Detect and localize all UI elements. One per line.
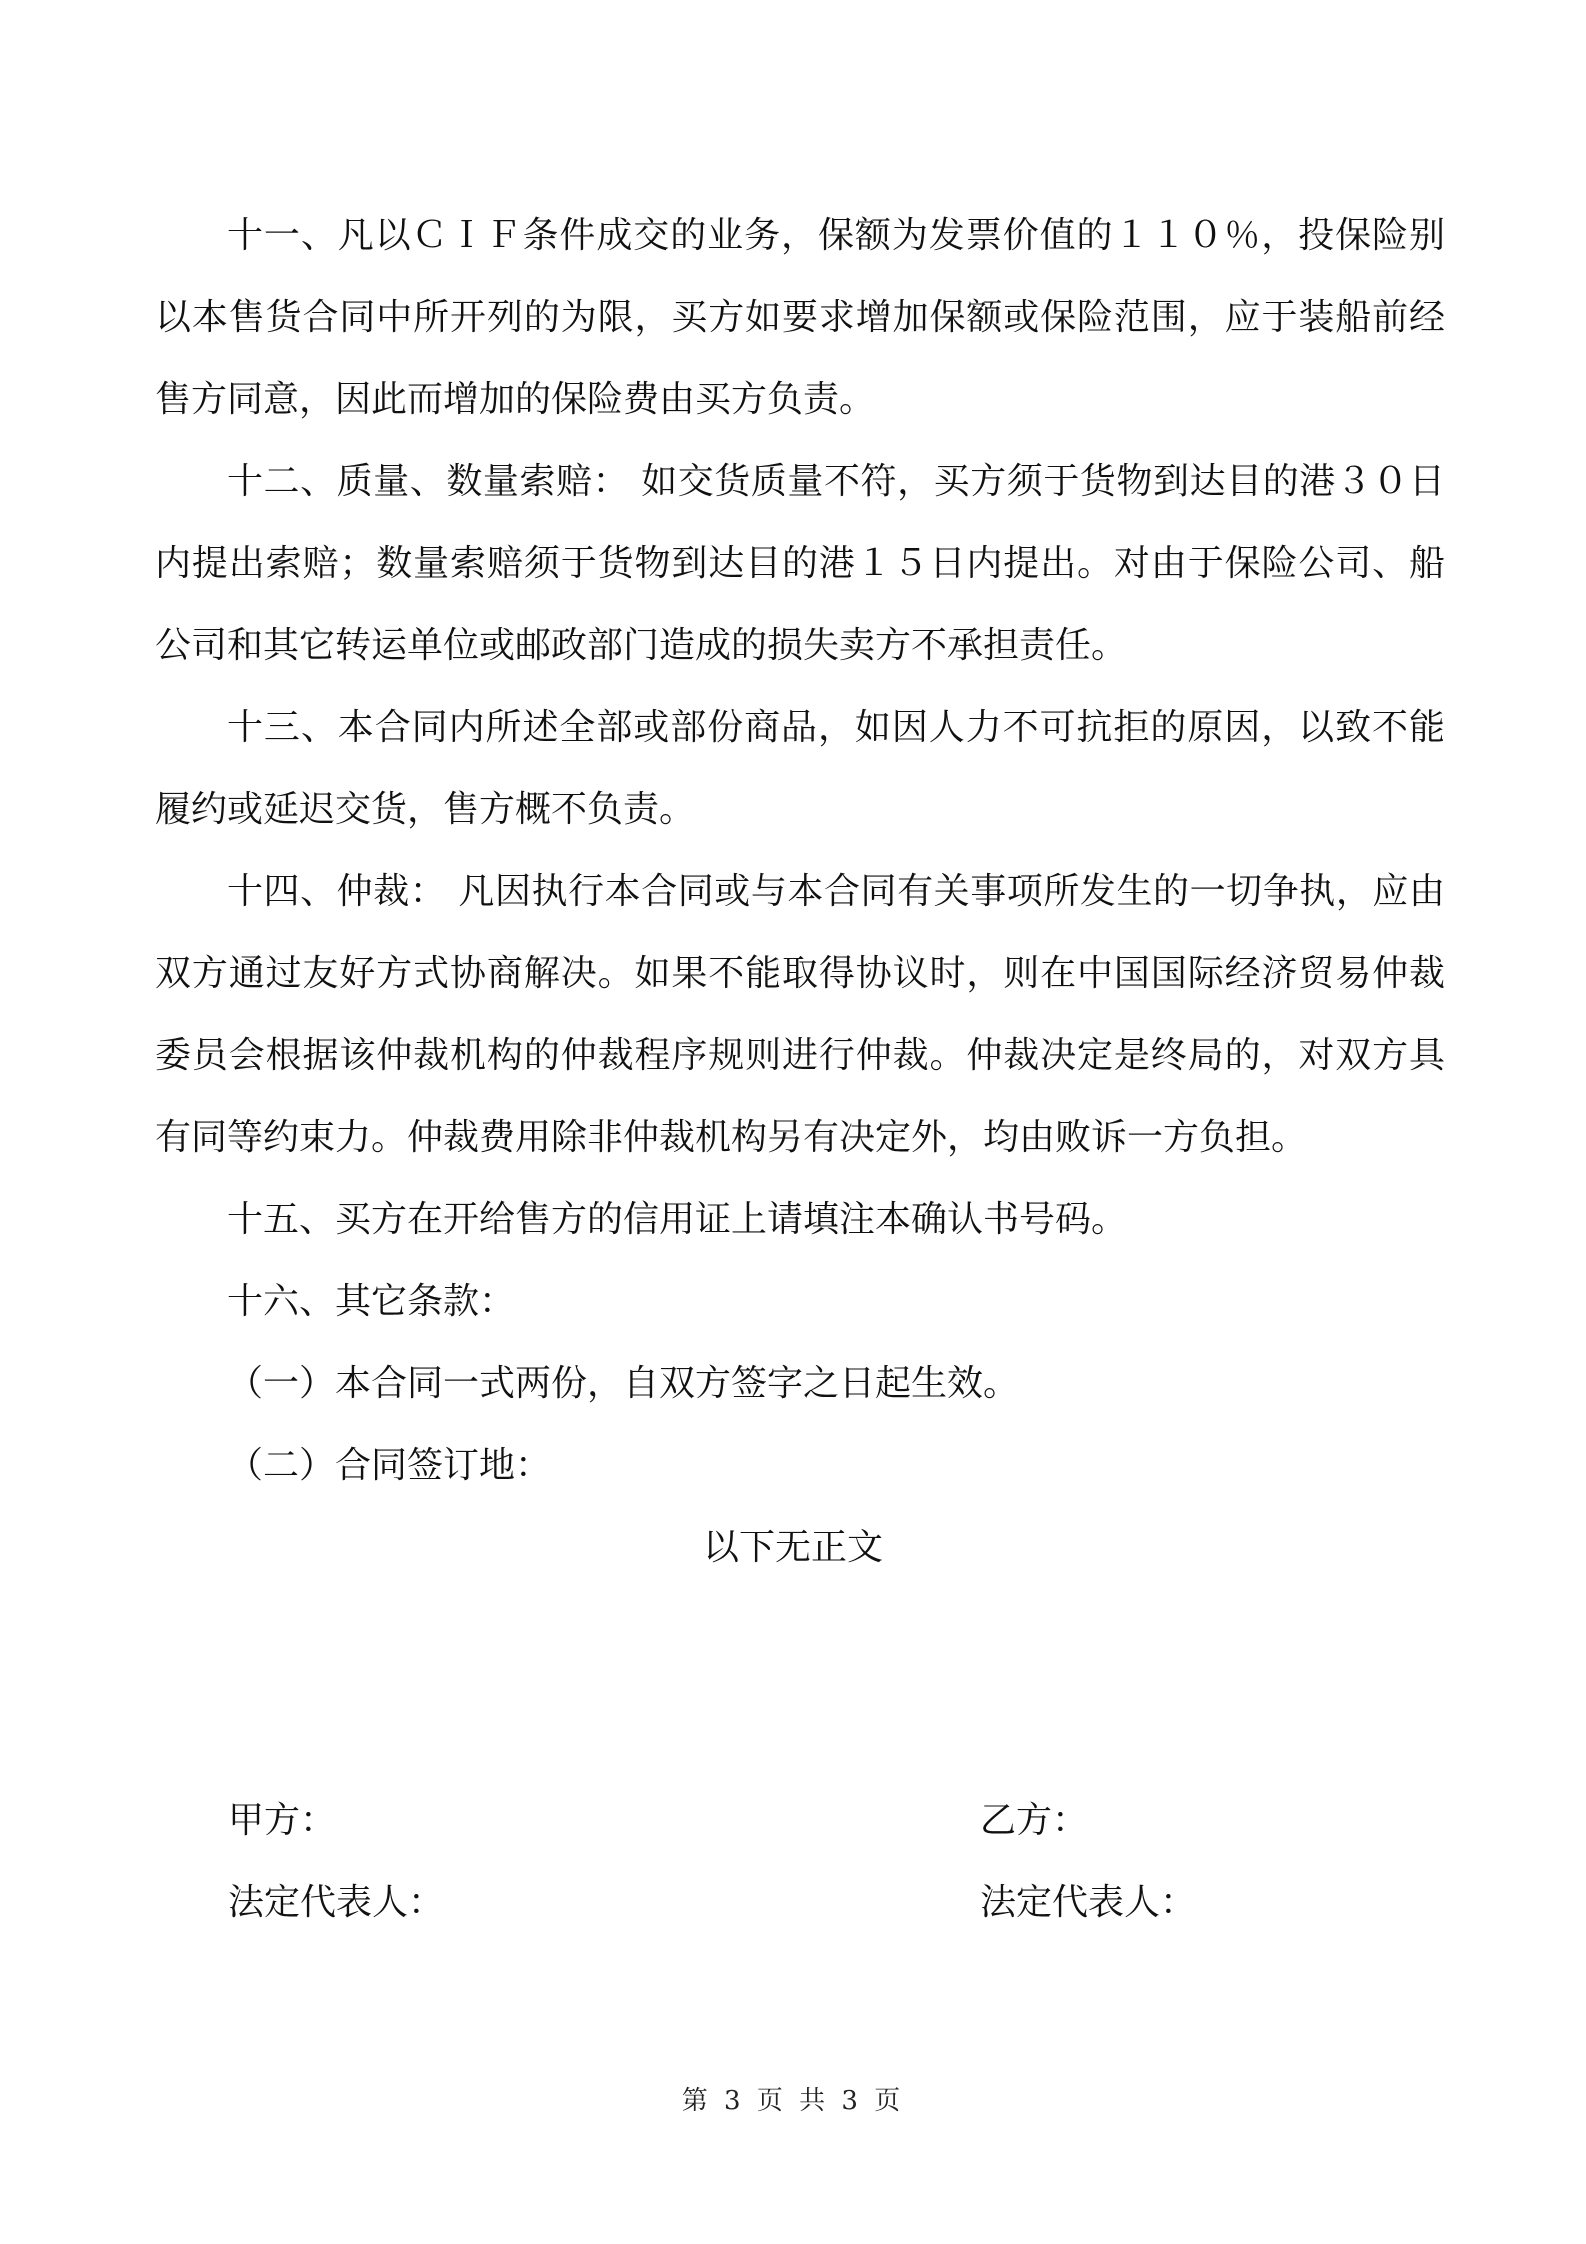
clause-13: 十三、本合同内所述全部或部份商品，如因人力不可抗拒的原因，以致不能履约或延迟交货，售方概不负责。 xyxy=(155,707,1445,830)
page-footer: 第 3 页 共 3 页 xyxy=(681,2086,905,2116)
legal-rep-a-label: 法定代表人： xyxy=(228,1882,445,1923)
clause-14: 十四、仲裁： 凡因执行本合同或与本合同有关事项所发生的一切争执，应由双方通过友好方式协商解决。如果不能取得协议时，则在中国国际经济贸易仲裁委员会根据该仲裁机构的仲裁程序规则进行仲裁。仲裁决定是终局的，对双方具有同等约束力。仲裁费用除非仲裁机构另有决定外，均由败诉一方负担。 xyxy=(155,871,1445,1158)
clause-16-heading: 十六、其它条款： xyxy=(227,1281,516,1322)
party-a-label: 甲方： xyxy=(228,1800,337,1841)
clause-15: 十五、买方在开给售方的信用证上请填注本确认书号码。 xyxy=(227,1199,1128,1240)
legal-rep-b-label: 法定代表人： xyxy=(980,1882,1197,1923)
signature-row-party xyxy=(228,1780,1328,1862)
signature-block xyxy=(228,1780,1328,1944)
clause-11: 十一、凡以ＣＩＦ条件成交的业务，保额为发票价值的１１０％，投保险别以本售货合同中所开列的为限，买方如要求增加保额或保险范围，应于装船前经售方同意，因此而增加的保险费由买方负责。 xyxy=(155,215,1445,420)
clause-16-item-2: （二）合同签订地： xyxy=(227,1445,552,1486)
signature-row-legal-rep xyxy=(228,1862,1328,1944)
contract-body xyxy=(155,195,1445,1589)
clause-12: 十二、质量、数量索赔： 如交货质量不符，买方须于货物到达目的港３０日内提出索赔；数量索赔须于货物到达目的港１５日内提出。对由于保险公司、船公司和其它转运单位或邮政部门造成的损失卖方不承担责任。 xyxy=(155,461,1445,666)
end-note: 以下无正文 xyxy=(702,1527,883,1568)
clause-16-item-1: （一）本合同一式两份，自双方签字之日起生效。 xyxy=(227,1363,1020,1404)
party-b-label: 乙方： xyxy=(980,1800,1089,1841)
